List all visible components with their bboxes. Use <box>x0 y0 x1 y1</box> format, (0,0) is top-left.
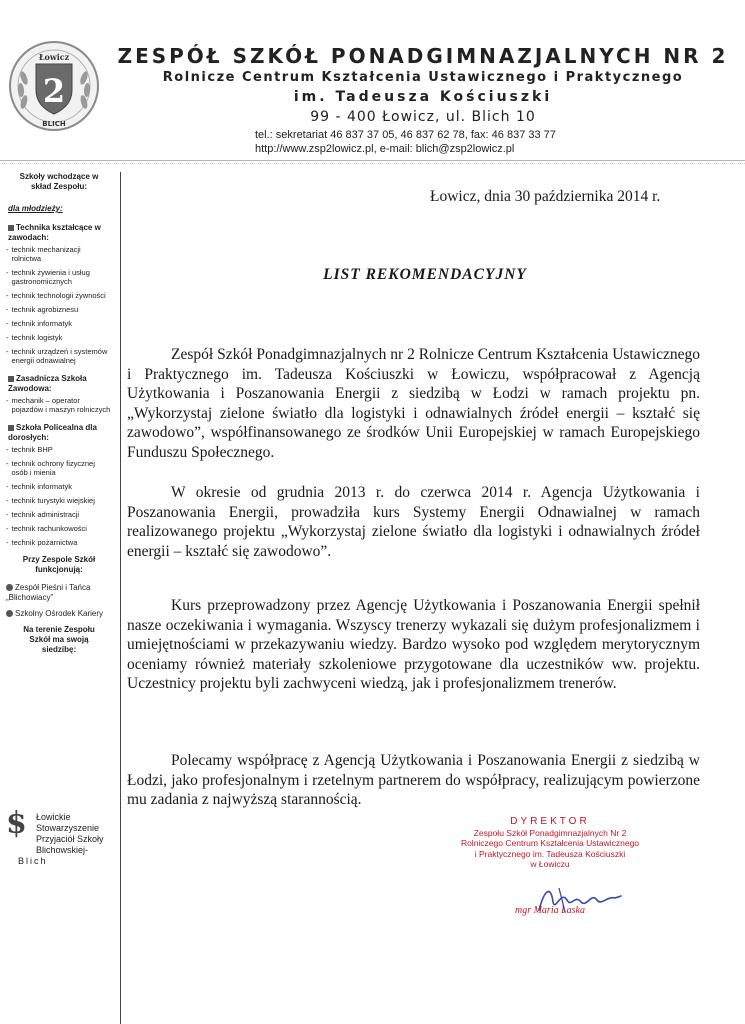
sidebar-list-item <box>0 291 118 300</box>
sidebar <box>0 172 118 1024</box>
sidebar-list-item <box>0 445 118 454</box>
list-item-label: technik technologii żywności <box>11 291 106 300</box>
dash-bullet: - <box>6 482 9 491</box>
letter-paragraph: Zespół Szkół Ponadgimnazjalnych nr 2 Rolnicze Centrum Kształcenia Ustawicznego i Praktycznego im. Tadeusza Kościuszki w Łowiczu, współpracował z Agencją Użytkowania i Poszanowania Energii z siedzibą w Łodzi w ramach projektu pn. „Wykorzystaj zielone światło dla logistyki i odnawialnych źródeł energii – kształć się zawodowo”, współfinansowanego ze środków Unii Europejskiej w ramach Europejskiego Funduszu Społecznego. <box>127 346 700 461</box>
sidebar-seat-heading: Na terenie Zespołu Szkół ma swoją siedzibę: <box>23 625 95 654</box>
logo-number: 2 <box>42 72 66 110</box>
school-name: ZESPÓŁ SZKÓŁ PONADGIMNAZJALNYCH NR 2 <box>117 44 729 68</box>
category-label: Technika kształcące w zawodach: <box>8 223 101 242</box>
sidebar-list-item <box>0 396 118 414</box>
sidebar-org-folk-ensemble <box>0 583 118 603</box>
sidebar-functioning-heading: Przy Zespole Szkół funkcjonują: <box>22 555 96 574</box>
list-item-label: technik logistyk <box>11 333 63 342</box>
sidebar-list-item <box>0 268 118 286</box>
association-blich: Blich <box>18 856 48 866</box>
globe-icon <box>6 610 13 617</box>
list-item-label: technik żywienia i usług gastronomicznych <box>11 268 90 286</box>
square-bullet-icon <box>8 225 14 231</box>
list-item-label: technik urządzeń i systemów energii odnawialnej <box>11 347 108 365</box>
letter-title: LIST REKOMENDACYJNY <box>323 266 527 283</box>
dash-bullet: - <box>6 524 9 533</box>
dash-bullet: - <box>6 496 9 505</box>
sidebar-divider <box>120 172 121 1024</box>
globe-icon <box>6 584 13 591</box>
dash-bullet: - <box>6 333 9 342</box>
dash-bullet: - <box>6 459 9 468</box>
school-patron: im. Tadeusza Kościuszki <box>293 89 553 105</box>
list-item-label: technik rachunkowości <box>11 524 87 533</box>
dash-bullet: - <box>6 245 9 254</box>
stamp-line: Zespołu Szkół Ponadgimnazjalnych Nr 2 <box>473 827 627 838</box>
dash-bullet: - <box>6 538 9 547</box>
square-bullet-icon <box>8 376 14 382</box>
category-list <box>0 245 118 365</box>
dash-bullet: - <box>6 305 9 314</box>
sidebar-list-item <box>0 510 118 519</box>
header-divider-dotted <box>0 163 745 164</box>
logo-bottom-text: BLICH <box>42 120 66 128</box>
association-name: Łowickie Stowarzyszenie Przyjaciół Szkoły Blichowskiej- <box>36 812 104 855</box>
dash-bullet: - <box>6 510 9 519</box>
square-bullet-icon <box>8 425 14 431</box>
school-address: 99 - 400 Łowicz, ul. Blich 10 <box>310 109 536 125</box>
school-subtitle: Rolnicze Centrum Kształcenia Ustawicznego i Praktycznego <box>162 70 684 85</box>
stamp-line: i Praktycznego im. Tadeusza Kościuszki <box>474 848 626 859</box>
letter-date: Łowicz, dnia 30 października 2014 r. <box>430 188 661 205</box>
sidebar-category-zsz <box>0 374 118 394</box>
category-label: Zasadnicza Szkoła Zawodowa: <box>8 374 87 393</box>
sidebar-list-item <box>0 347 118 365</box>
school-phone: tel.: sekretariat 46 837 37 05, 46 837 62 78, fax: 46 837 33 77 <box>255 129 556 141</box>
sidebar-category-technika <box>0 223 118 243</box>
school-web-email: http://www.zsp2lowicz.pl, e-mail: blich@zsp2lowicz.pl <box>255 143 515 155</box>
sidebar-org-career-center <box>0 609 118 619</box>
director-stamp <box>450 817 650 870</box>
sidebar-list-item <box>0 319 118 328</box>
sidebar-youth-label: dla młodzieży: <box>8 204 63 213</box>
sidebar-list-item <box>0 245 118 263</box>
sidebar-heading: Szkoły wchodzące w skład Zespołu: <box>19 172 99 191</box>
list-item-label: technik BHP <box>11 445 53 454</box>
stamp-line: w Łowiczu <box>530 859 570 869</box>
list-item-label: technik agrobiznesu <box>11 305 79 314</box>
list-item-label: technik turystyki wiejskiej <box>11 496 95 505</box>
association-logo-icon: $ <box>6 806 27 841</box>
list-item-label: technik ochrony fizycznej osób i mienia <box>11 459 95 477</box>
list-item-label: technik informatyk <box>11 482 72 491</box>
dash-bullet: - <box>6 319 9 328</box>
sidebar-list-item <box>0 482 118 491</box>
dash-bullet: - <box>6 445 9 454</box>
org-label: Szkolny Ośrodek Kariery <box>15 609 104 618</box>
dash-bullet: - <box>6 291 9 300</box>
letter-paragraph: Kurs przeprowadzony przez Agencję Użytkowania i Poszanowania Energii spełnił nasze oczekiwania i wymagania. Wszyscy trenerzy wykazali się dużym profesjonalizmem i umiejętnościami w przekazywaniu wiedzy. Bardzo wysoko pod względem merytorycznym oceniamy również materiały szkoleniowe przygotowane dla uczestników ww. projektu. Uczestnicy projektu byli zachwyceni wiedzą, jak i profesjonalizmem trenerów. <box>127 597 700 692</box>
category-label: Szkoła Policealna dla dorosłych: <box>8 423 97 442</box>
list-item-label: technik mechanizacji rolnictwa <box>11 245 81 263</box>
sidebar-list-item <box>0 305 118 314</box>
letter-paragraph: W okresie od grudnia 2013 r. do czerwca 2014 r. Agencja Użytkowania i Poszanowania Energii, prowadziła kurs Systemy Energii Odnawialnej w ramach realizowanego projektu „Wykorzystaj zielone światło dla logistyki i odnawialnych źródeł energii – kształć się zawodowo”. <box>127 484 700 560</box>
org-label: Zespół Pieśni i Tańca „Blichowiacy” <box>6 583 91 602</box>
school-logo <box>8 40 100 132</box>
list-item-label: technik administracji <box>11 510 80 519</box>
sidebar-list-item <box>0 333 118 342</box>
dash-bullet: - <box>6 268 9 277</box>
stamp-title: DYREKTOR <box>510 816 590 827</box>
director-name: mgr Maria Laska <box>514 905 585 916</box>
sidebar-list-item <box>0 459 118 477</box>
sidebar-category-policealna <box>0 423 118 443</box>
sidebar-list-item <box>0 524 118 533</box>
list-item-label: technik informatyk <box>11 319 72 328</box>
category-list <box>0 396 118 414</box>
dash-bullet: - <box>6 347 9 356</box>
header-divider <box>0 160 745 161</box>
list-item-label: technik pożarnictwa <box>11 538 78 547</box>
category-list <box>0 445 118 547</box>
sidebar-list-item <box>0 538 118 547</box>
letter-paragraph: Polecamy współpracę z Agencją Użytkowania i Poszanowania Energii z siedzibą w Łodzi, jako profesjonalnym i rzetelnym partnerem do współpracy, realizującym powierzone mu zadania z najwyższą starannością. <box>127 752 700 808</box>
dash-bullet: - <box>6 396 9 405</box>
logo-top-text: Łowicz <box>38 52 70 62</box>
list-item-label: mechanik – operator pojazdów i maszyn rolniczych <box>11 396 111 414</box>
sidebar-list-item <box>0 496 118 505</box>
stamp-line: Rolniczego Centrum Kształcenia Ustawicznego <box>460 838 640 848</box>
